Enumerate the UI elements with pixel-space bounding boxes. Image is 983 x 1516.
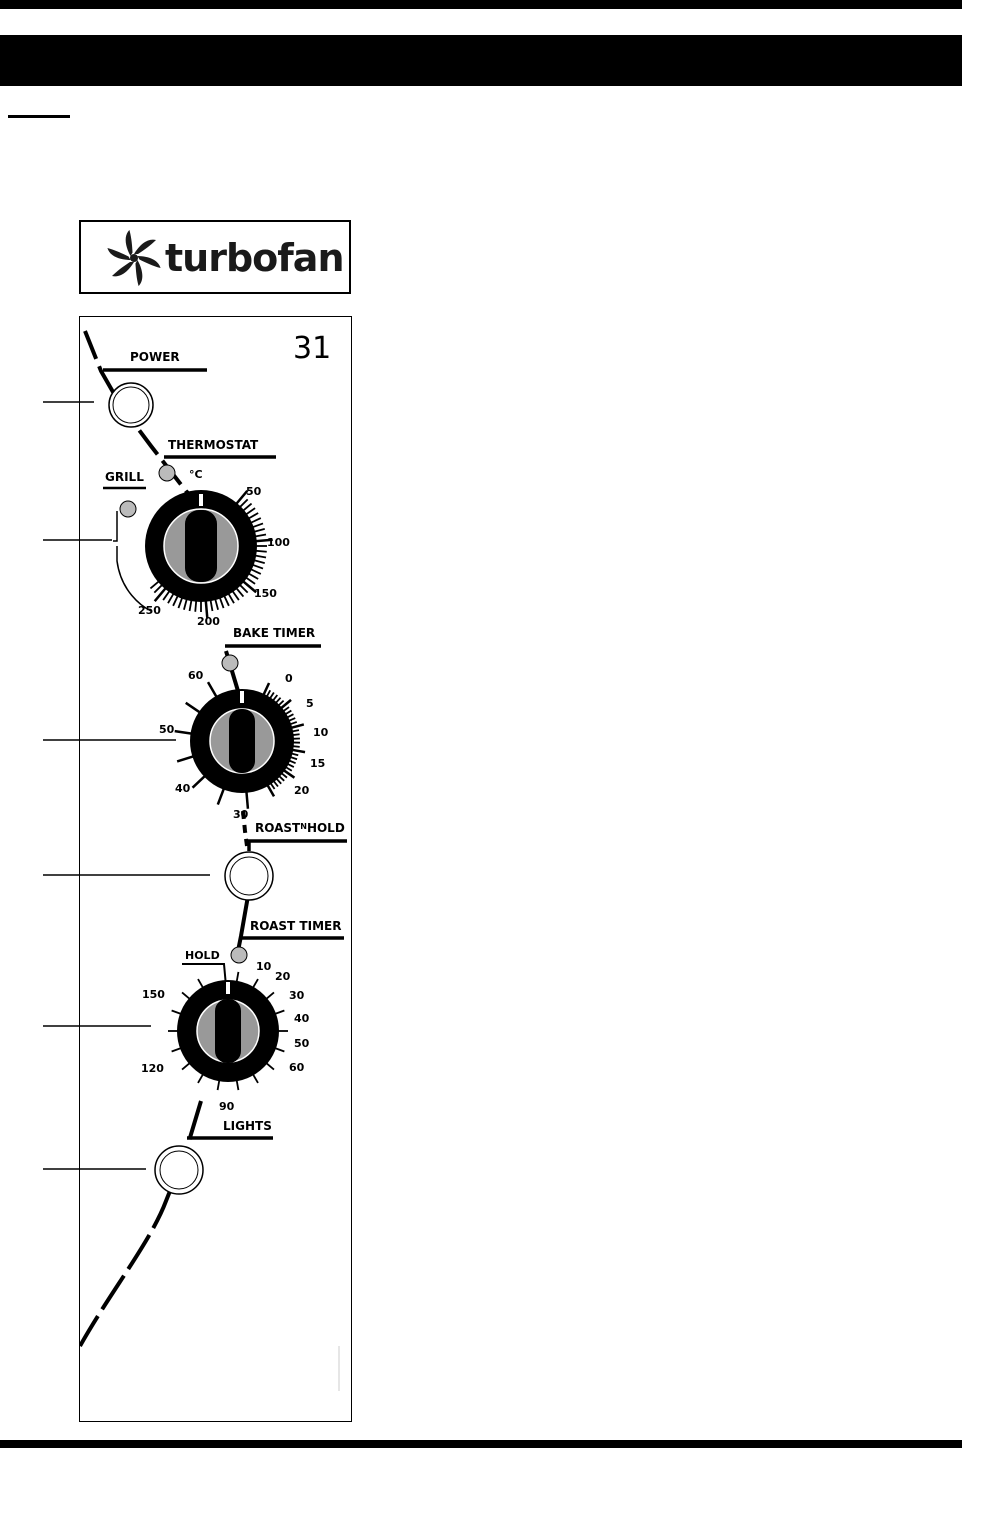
control-panel xyxy=(79,316,352,1422)
roast-timer-scale-10: 10 xyxy=(256,960,272,973)
power-label: POWER xyxy=(130,350,180,364)
bake-timer-knob[interactable] xyxy=(190,689,294,793)
roast-timer-scale-20: 20 xyxy=(275,970,291,983)
bake-timer-label: BAKE TIMER xyxy=(233,626,316,640)
thermostat-knob[interactable] xyxy=(145,490,257,602)
lights-label: LIGHTS xyxy=(223,1119,272,1133)
dial-tick xyxy=(208,682,217,698)
bake-timer-scale-50: 50 xyxy=(159,723,175,736)
brand-name: turbofan xyxy=(165,236,344,280)
bake-timer-indicator-light xyxy=(222,655,238,671)
roast-timer-scale-30: 30 xyxy=(289,989,305,1002)
thermostat-scale-250: 250 xyxy=(138,604,161,617)
celsius-label: °C xyxy=(189,468,203,481)
grill-indicator-light xyxy=(120,501,136,517)
thermostat-scale-100: 100 xyxy=(267,536,290,549)
bottom-rule xyxy=(0,1440,962,1448)
thermostat-label: THERMOSTAT xyxy=(168,438,259,452)
roast-timer-scale-90: 90 xyxy=(219,1100,235,1113)
grill-label: GRILL xyxy=(105,470,144,484)
roast-timer-scale-40: 40 xyxy=(294,1012,310,1025)
bake-timer-scale-30: 30 xyxy=(233,808,249,821)
thermostat-scale-50: 50 xyxy=(246,485,262,498)
dial-tick xyxy=(291,750,305,752)
bake-timer-scale-40: 40 xyxy=(175,782,191,795)
bake-timer-scale-20: 20 xyxy=(294,784,310,797)
dial-tick xyxy=(218,788,224,805)
dial-tick xyxy=(246,791,248,809)
bake-timer-scale-60: 60 xyxy=(188,669,204,682)
power-switch[interactable] xyxy=(109,383,153,427)
thermostat-scale-150: 150 xyxy=(254,587,277,600)
dial-tick xyxy=(175,731,193,734)
dial-tick xyxy=(290,724,304,728)
dial-tick xyxy=(186,703,201,713)
dial-tick xyxy=(193,775,206,787)
hold-label: HOLD xyxy=(185,949,220,962)
roast-n-hold-switch[interactable] xyxy=(225,852,273,900)
bake-timer-scale-0: 0 xyxy=(285,672,293,685)
roast-timer-scale-50: 50 xyxy=(294,1037,310,1050)
roast-timer-scale-60: 60 xyxy=(289,1061,305,1074)
roast-timer-knob[interactable] xyxy=(177,980,279,1082)
bake-timer-scale-10: 10 xyxy=(313,726,329,739)
dial-tick xyxy=(177,756,194,761)
bake-timer-scale-15: 15 xyxy=(310,757,326,770)
roast-timer-indicator-light xyxy=(231,947,247,963)
thermostat-scale-200: 200 xyxy=(197,615,220,628)
roast-timer-scale-120: 120 xyxy=(141,1062,164,1075)
roast-timer-label: ROAST TIMER xyxy=(250,919,342,933)
roast-timer-scale-150: 150 xyxy=(142,988,165,1001)
thermostat-indicator-light xyxy=(159,465,175,481)
roast-n-hold-label: $ROAST^NHOLD$ xyxy=(255,821,345,835)
lights-switch[interactable] xyxy=(155,1146,203,1194)
model-number: 31 xyxy=(293,331,332,366)
bake-timer-scale-5: 5 xyxy=(306,697,314,710)
